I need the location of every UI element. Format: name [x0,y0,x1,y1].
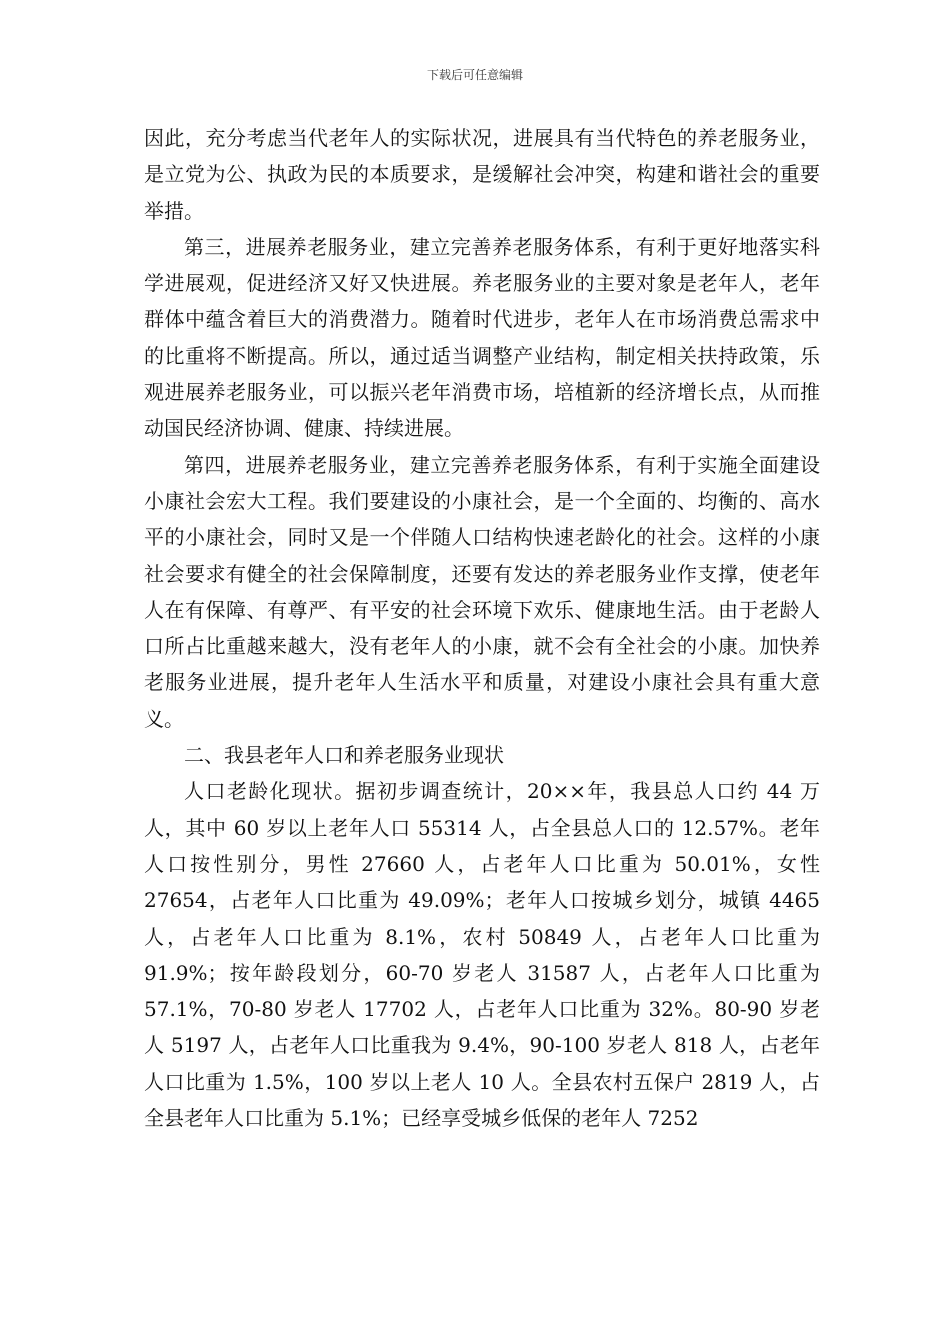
paragraph-third-point: 第三，进展养老服务业，建立完善养老服务体系，有利于更好地落实科学进展观，促进经济又好又快进展。养老服务业的主要对象是老年人，老年群体中蕴含着巨大的消费潜力。随着时代进步，老年人在市场消费总需求中的比重将不断提高。所以，通过适当调整产业结构，制定相关扶持政策，乐观进展养老服务业，可以振兴老年消费市场，培植新的经济增长点，从而推动国民经济协调、健康、持续进展。 [144,234,820,441]
document-body [144,120,820,1136]
paragraph-fourth-point: 第四，进展养老服务业，建立完善养老服务体系，有利于实施全面建设小康社会宏大工程。我们要建设的小康社会，是一个全面的、均衡的、高水平的小康社会，同时又是一个伴随人口结构快速老龄化的社会。这样的小康社会要求有健全的社会保障制度，还要有发达的养老服务业作支撑，使老年人在有保障、有尊严、有平安的社会环境下欢乐、健康地生活。由于老龄人口所占比重越来越大，没有老年人的小康，就不会有全社会的小康。加快养老服务业进展，提升老年人生活水平和质量，对建设小康社会具有重大意义。 [144,452,820,731]
paragraph-continuation: 因此，充分考虑当代老年人的实际状况，进展具有当代特色的养老服务业，是立党为公、执政为民的本质要求，是缓解社会冲突，构建和谐社会的重要举措。 [144,126,820,223]
page-header: 下载后可任意编辑 [426,68,523,82]
section-heading: 二、我县老年人口和养老服务业现状 [184,743,504,768]
paragraph-aging-status: 人口老龄化现状。据初步调查统计，20××年，我县总人口约 44 万人，其中 60 岁以上老年人口 55314 人，占全县总人口的 12.57%。老年人口按性别分，男性 27660 人，占老年人口比重为 50.01%，女性 27654，占老年人口比重为 49.09%；老年人口按城乡划分，城镇 4465 人，占老年人口比重为 8.1%，农村 50849 人，占老年人口比重为 91.9%；按年龄段划分，60-70 岁老人 31587 人，占老年人口比重为 57.1%，70-80 岁老人 17702 人，占老年人口比重为 32%。80-90 岁老人 5197 人，占老年人口比重我为 9.4%，90-100 岁老人 818 人，占老年人口比重为 1.5%，100 岁以上老人 10 人。全县农村五保户 2819 人，占全县老年人口比重为 5.1%；已经享受城乡低保的老年人 7252 [144,779,820,1131]
